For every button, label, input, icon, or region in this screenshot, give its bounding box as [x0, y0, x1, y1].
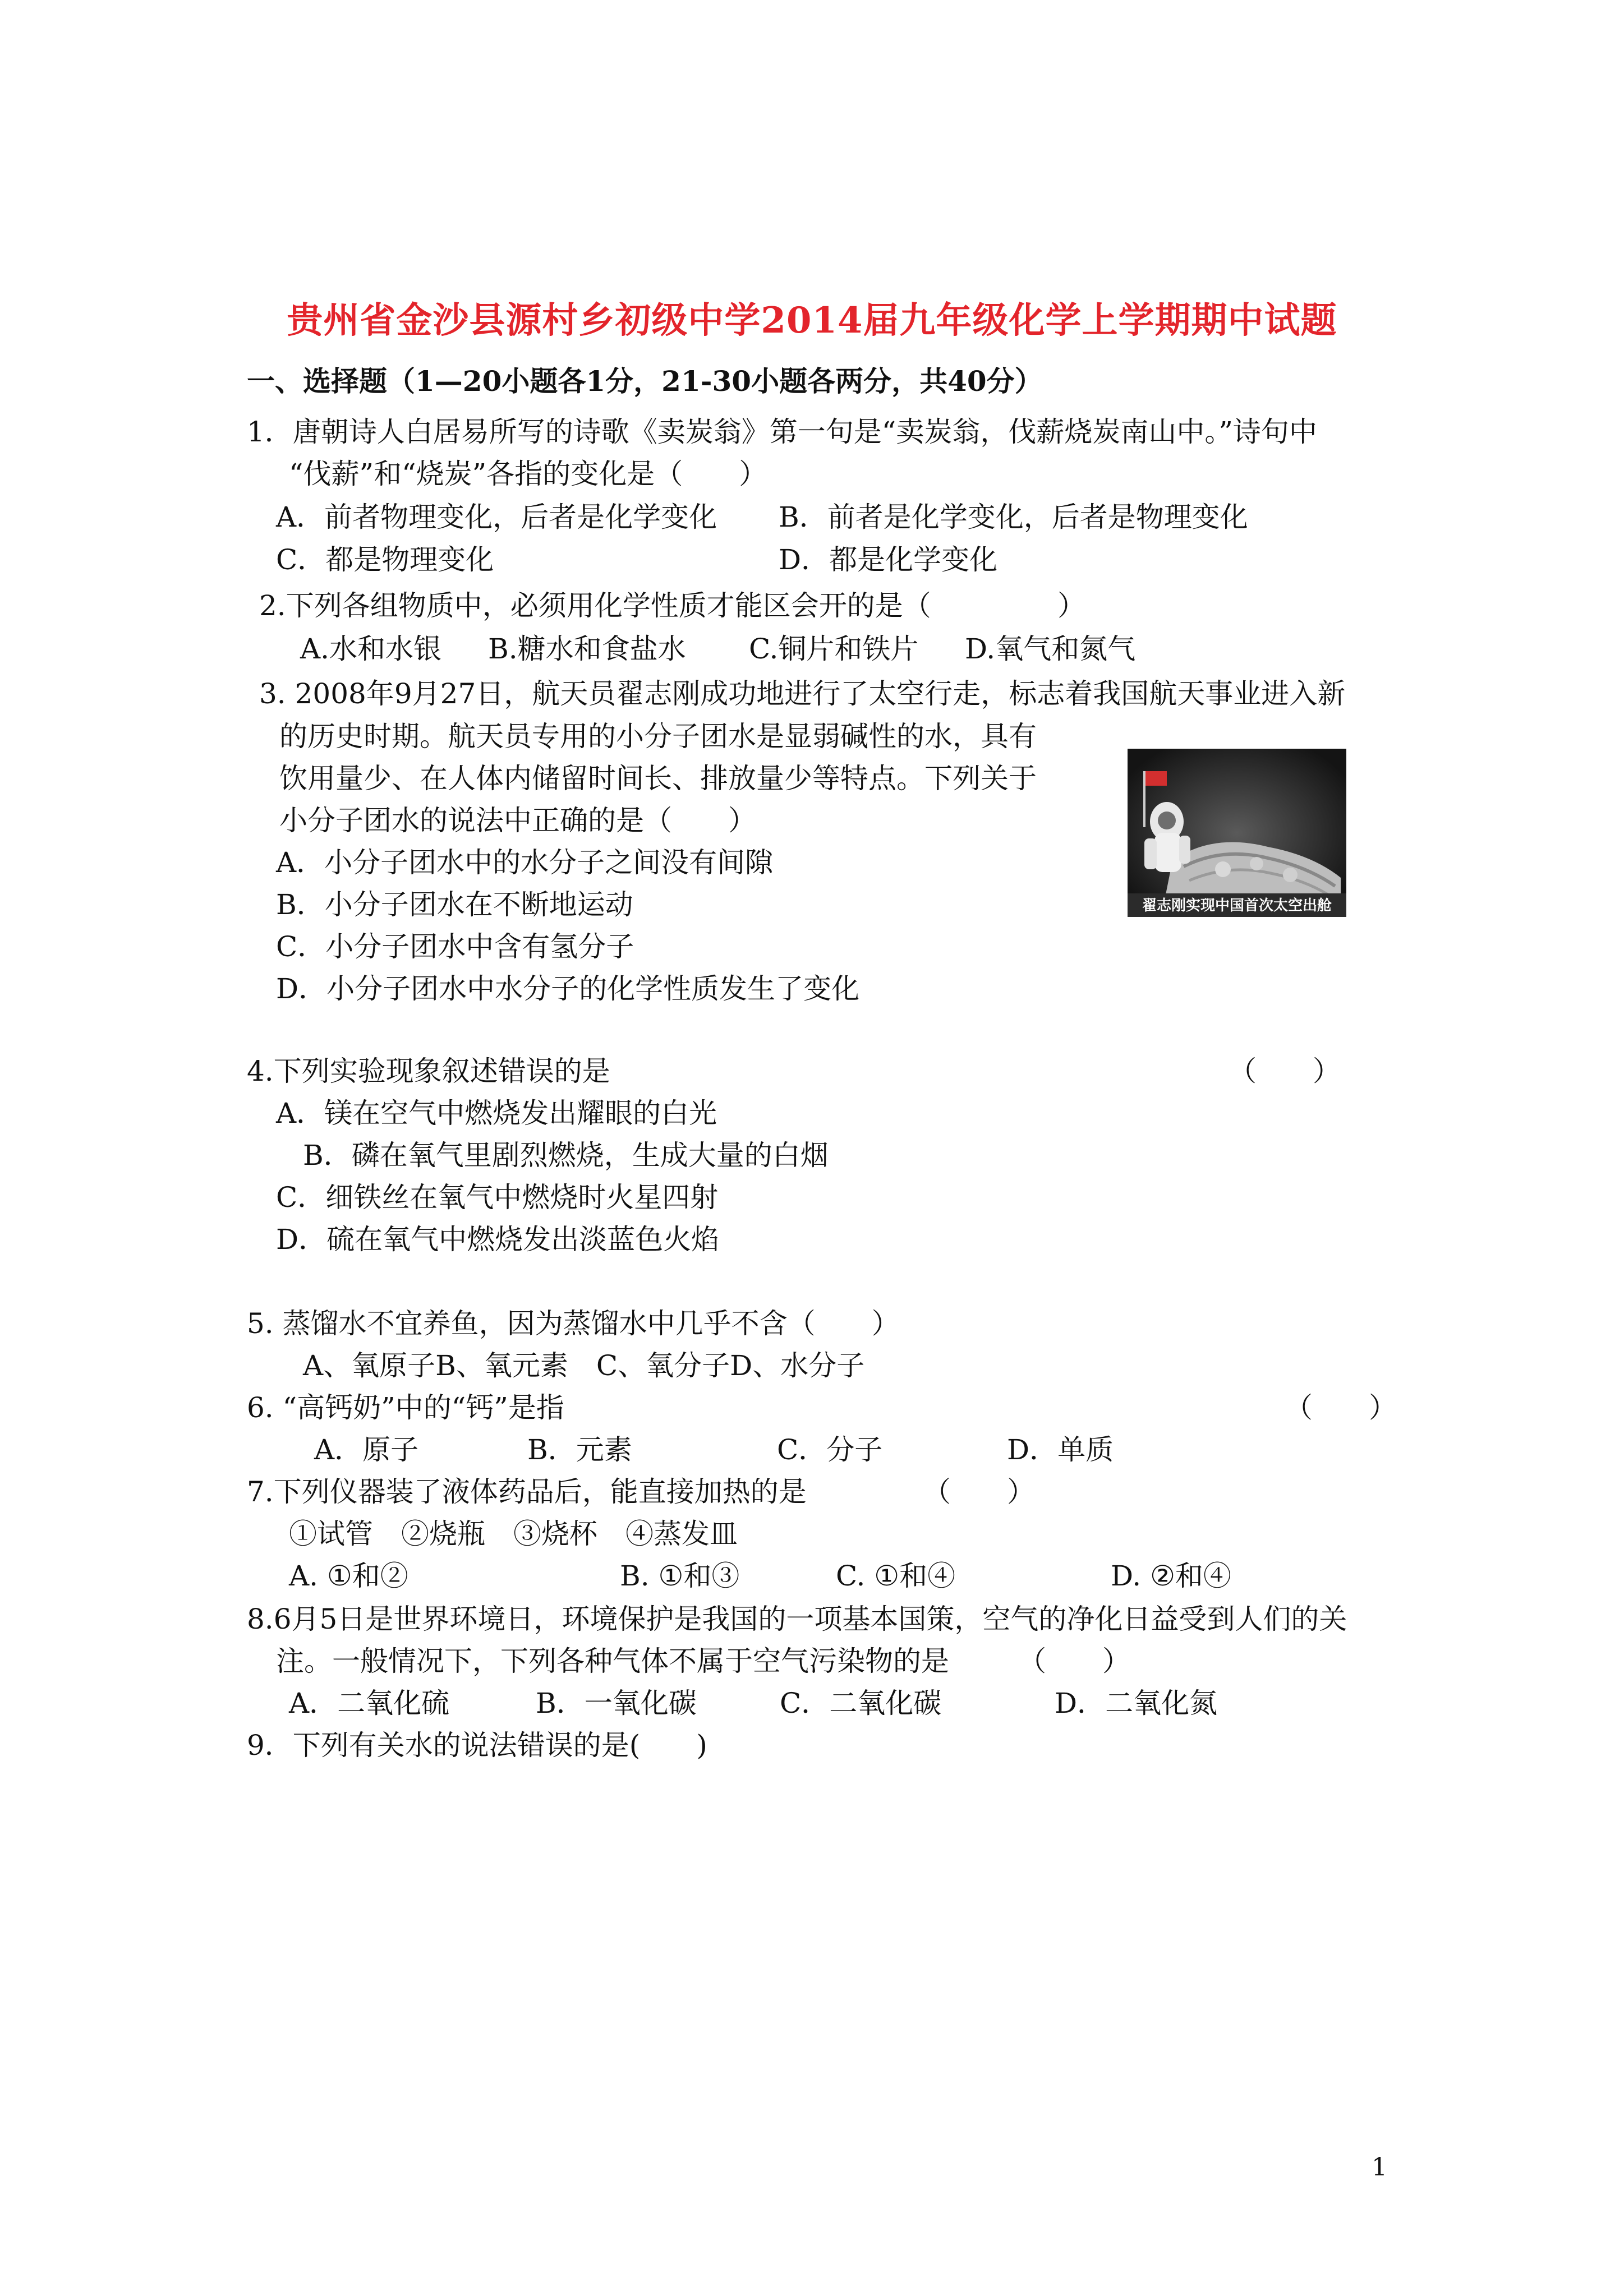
section-heading: 一、选择题（1—20小题各1分，21-30小题各两分，共40分） [247, 365, 1043, 398]
exam-title: 贵州省金沙县源村乡初级中学2014届九年级化学上学期期中试题 [287, 299, 1337, 342]
q7-items: ①试管 ②烧瓶 ③烧杯 ④蒸发皿 [289, 1518, 738, 1550]
q7-option-c: C. ①和④ [836, 1560, 956, 1592]
q2-option-c: C.铜片和铁片 [749, 633, 919, 665]
q8-option-d: D．二氧化氮 [1055, 1687, 1218, 1719]
q2-answer-paren: ） [1057, 589, 1085, 622]
q6-answer-paren: （ ） [1285, 1391, 1397, 1424]
q5-stem: 5. 蒸馏水不宜养鱼，因为蒸馏水中几乎不含（ ） [247, 1307, 900, 1340]
q3-stem-line2: 的历史时期。航天员专用的小分子团水是显弱碱性的水，具有 [279, 720, 1037, 753]
q7-answer-paren: （ ） [923, 1476, 1035, 1508]
q9-stem: 9．下列有关水的说法错误的是( ) [247, 1729, 707, 1762]
q8-option-c: C．二氧化碳 [780, 1687, 942, 1719]
q6-option-d: D．单质 [1007, 1433, 1114, 1466]
q4-option-a: A．镁在空气中燃烧发出耀眼的白光 [276, 1097, 717, 1129]
q7-option-a: A. ①和② [289, 1560, 408, 1592]
q7-option-b: B. ①和③ [620, 1560, 740, 1592]
q4-option-d: D．硫在氧气中燃烧发出淡蓝色火焰 [276, 1223, 720, 1256]
page-number: 1 [1372, 2153, 1387, 2182]
q5-options: A、氧原子B、氧元素 C、氧分子D、水分子 [303, 1349, 865, 1382]
q8-option-a: A．二氧化硫 [289, 1687, 450, 1719]
q4-option-b: B．磷在氧气里剧烈燃烧，生成大量的白烟 [303, 1139, 829, 1172]
q8-stem-line2: 注。一般情况下，下列各种气体不属于空气污染物的是 [276, 1645, 949, 1677]
q8-option-b: B．一氧化碳 [536, 1687, 697, 1719]
q6-option-a: A．原子 [314, 1433, 419, 1466]
q4-answer-paren: （ ） [1229, 1055, 1341, 1087]
q7-option-d: D. ②和④ [1111, 1560, 1231, 1592]
q2-option-b: B.糖水和食盐水 [488, 633, 686, 665]
q1-stem-line1: 1．唐朝诗人白居易所写的诗歌《卖炭翁》第一句是“卖炭翁，伐薪烧炭南山中。”诗句中 [247, 416, 1317, 448]
q3-stem-line4: 小分子团水的说法中正确的是（ ） [279, 804, 756, 837]
q4-option-c: C．细铁丝在氧气中燃烧时火星四射 [276, 1181, 719, 1214]
q6-option-c: C．分子 [777, 1433, 883, 1466]
q3-stem-line3: 饮用量少、在人体内储留时间长、排放量少等特点。下列关于 [279, 762, 1037, 795]
q4-stem: 4.下列实验现象叙述错误的是 [247, 1055, 610, 1087]
q1-stem-line2: “伐薪”和“烧炭”各指的变化是（ ） [289, 458, 767, 490]
q6-option-b: B．元素 [527, 1433, 632, 1466]
q3-option-a: A．小分子团水中的水分子之间没有间隙 [276, 846, 774, 879]
q1-option-d: D．都是化学变化 [779, 543, 998, 576]
astronaut-spacewalk-image [1128, 749, 1346, 917]
q2-option-d: D.氧气和氮气 [965, 633, 1136, 665]
q2-option-a: A.水和水银 [300, 633, 442, 665]
q3-option-c: C．小分子团水中含有氢分子 [276, 930, 634, 963]
q2-stem: 2.下列各组物质中，必须用化学性质才能区会开的是（ [259, 589, 931, 622]
q1-option-a: A．前者物理变化，后者是化学变化 [276, 501, 717, 533]
q8-stem-line1: 8.6月5日是世界环境日，环境保护是我国的一项基本国策，空气的净化日益受到人们的关 [247, 1603, 1347, 1635]
q3-option-d: D．小分子团水中水分子的化学性质发生了变化 [276, 972, 860, 1005]
q3-stem-line1: 3. 2008年9月27日，航天员翟志刚成功地进行了太空行走，标志着我国航天事业进入新 [259, 677, 1346, 710]
q7-stem: 7.下列仪器装了液体药品后，能直接加热的是 [247, 1476, 807, 1508]
q8-answer-paren: （ ） [1018, 1645, 1130, 1677]
q3-option-b: B．小分子团水在不断地运动 [276, 888, 633, 921]
q1-option-c: C．都是物理变化 [276, 543, 494, 576]
q6-stem: 6. “高钙奶”中的“钙”是指 [247, 1391, 564, 1424]
q1-option-b: B．前者是化学变化，后者是物理变化 [779, 501, 1248, 533]
astronaut-image-caption: 翟志刚实现中国首次太空出舱 [1142, 897, 1332, 914]
